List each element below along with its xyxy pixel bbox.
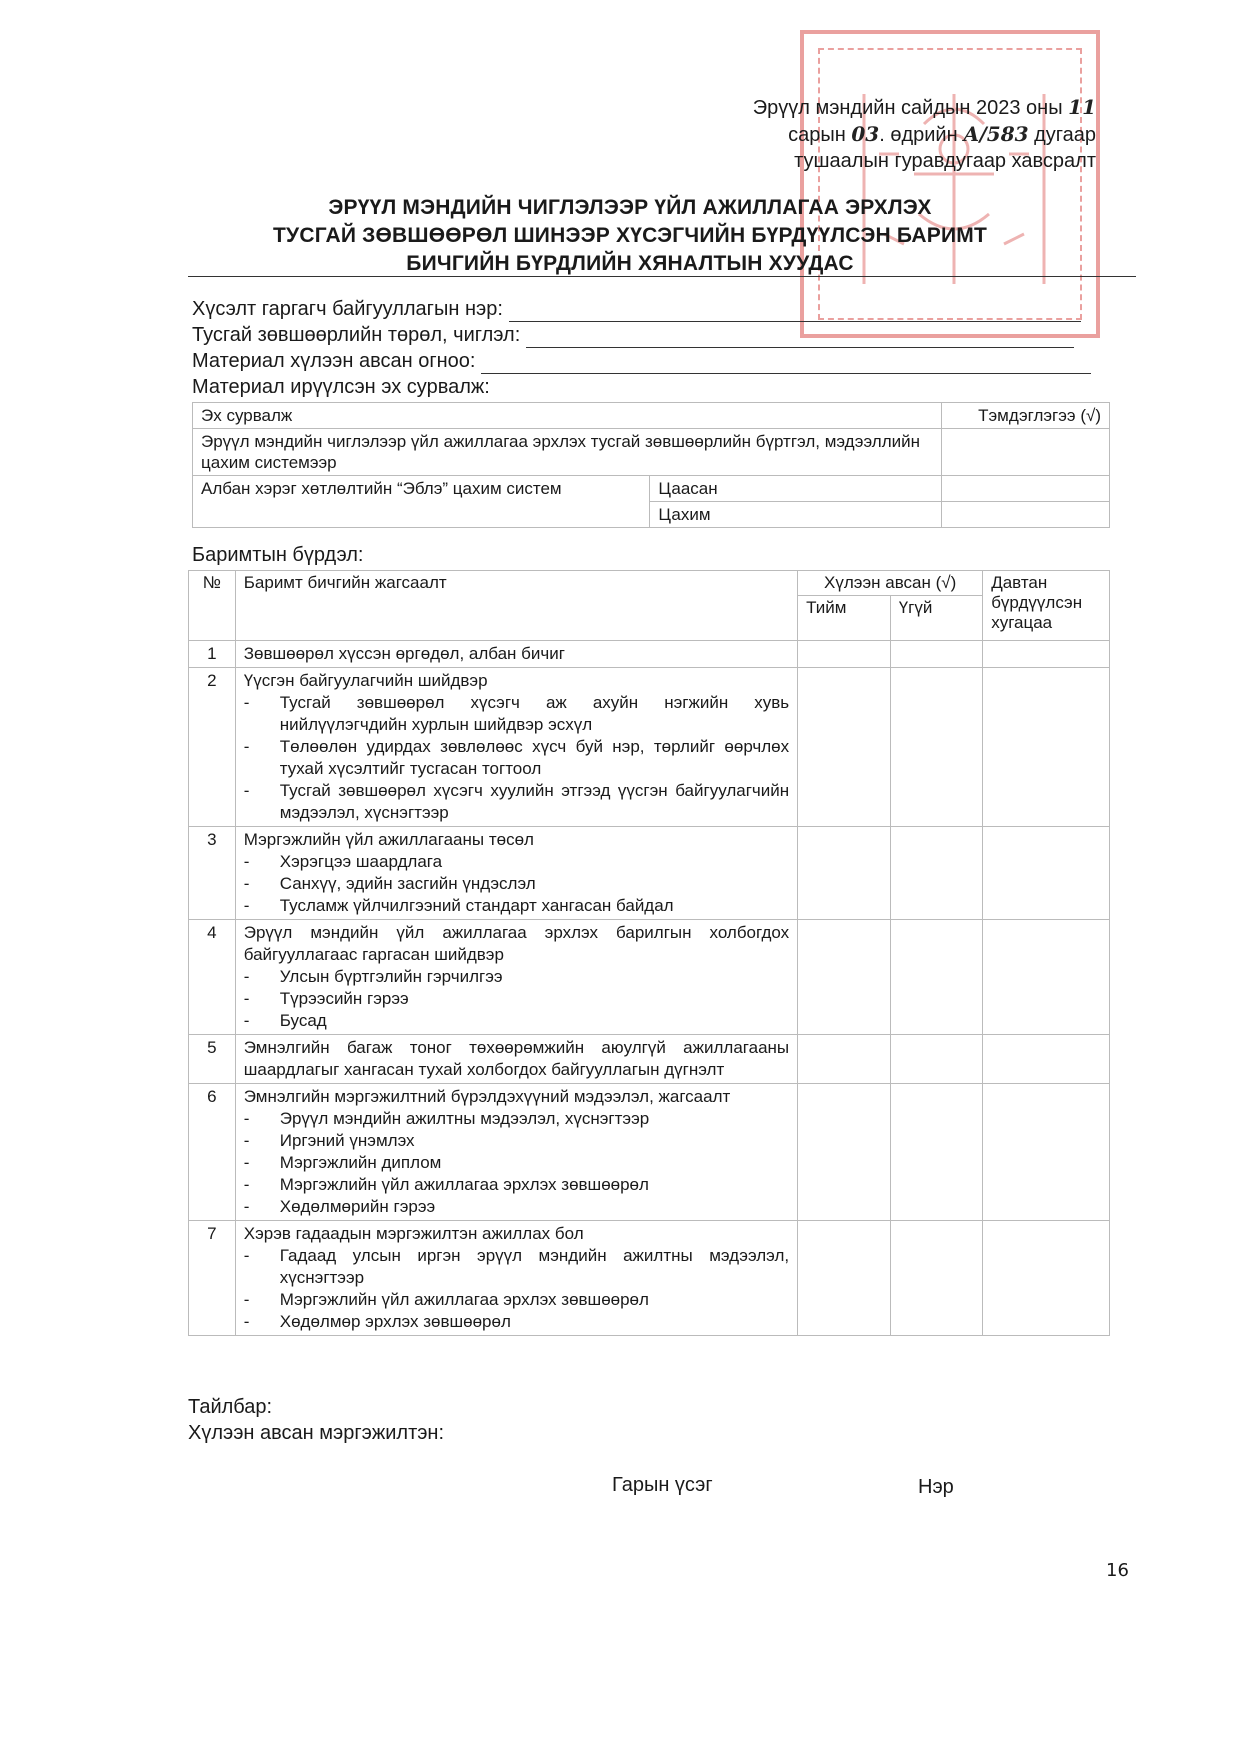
table-row (189, 1035, 1110, 1084)
list-item: - Мэргэжлийн үйл ажиллагаа эрхлэх зөвшөөрөл (244, 1174, 789, 1196)
repeat-date-cell[interactable] (983, 1221, 1110, 1336)
col-received: Хүлээн авсан (√) (798, 571, 983, 596)
source-paper-option: Цаасан (650, 476, 942, 502)
footer-note-label: Тайлбар: (188, 1396, 273, 1418)
title-divider (188, 276, 1136, 277)
row-subitems (244, 966, 789, 1032)
source-header: Эх сурвалж (193, 403, 942, 429)
source-paper-checkbox[interactable] (942, 476, 1110, 502)
org-name-label: Хүсэлт гаргагч байгууллагын нэр: (192, 298, 503, 320)
no-checkbox[interactable] (890, 1035, 982, 1084)
annex-day-label: . өдрийн (879, 124, 958, 146)
received-date-field (192, 348, 1091, 374)
list-item: - Улсын бүртгэлийн гэрчилгээ (244, 966, 789, 988)
list-item: - Мэргэжлийн үйл ажиллагаа эрхлэх зөвшөөрөл (244, 1289, 789, 1311)
row-number: 3 (189, 827, 236, 920)
table-row (189, 1084, 1110, 1221)
row-number: 1 (189, 641, 236, 668)
receiver-label: Хүлээн авсан мэргэжилтэн: (188, 1422, 445, 1444)
no-checkbox[interactable] (890, 920, 982, 1035)
row-title: Эмнэлгийн багаж тоног төхөөрөмжийн аюулгүй ажиллагааны шаардлагыг хангасан тухай холбогдох байгууллагын дүгнэлт (243, 1038, 790, 1079)
title-line-3: БИЧГИЙН БҮРДЛИЙН ХЯНАЛТЫН ХУУДАС (406, 252, 854, 275)
row-subitems (244, 1245, 789, 1333)
col-repeat-date: Давтан бүрдүүлсэн хугацаа (983, 571, 1110, 641)
page-number: 16 (1106, 1560, 1129, 1581)
received-date-blank[interactable] (481, 353, 1091, 374)
no-checkbox[interactable] (890, 641, 982, 668)
col-yes: Тийм (798, 596, 891, 641)
row-number: 6 (189, 1084, 236, 1221)
yes-checkbox[interactable] (798, 1084, 891, 1221)
row-title: Эмнэлгийн мэргэжилтний бүрэлдэхүүний мэдээлэл, жагсаалт (243, 1087, 731, 1106)
license-type-field (192, 322, 1074, 348)
title-line-1: ЭРҮҮЛ МЭНДИЙН ЧИГЛЭЛЭЭР ҮЙЛ АЖИЛЛАГАА ЭРХЛЭХ (328, 196, 932, 219)
table-row (193, 403, 1110, 429)
documents-table (188, 570, 1110, 1336)
annex-reference (753, 94, 1096, 174)
note-header: Тэмдэглэгээ (√) (942, 403, 1110, 429)
row-description (235, 1221, 797, 1336)
col-no: Үгүй (890, 596, 982, 641)
row-description (235, 668, 797, 827)
repeat-date-cell[interactable] (983, 827, 1110, 920)
list-item: - Хэрэгцээ шаардлага (244, 851, 789, 873)
table-row (189, 1221, 1110, 1336)
row-title: Хэрэв гадаадын мэргэжилтэн ажиллах бол (243, 1224, 584, 1243)
license-type-blank[interactable] (526, 327, 1074, 348)
document-title (190, 194, 1070, 278)
row-description (235, 920, 797, 1035)
table-row (189, 920, 1110, 1035)
annex-month-label: сарын (788, 124, 846, 146)
list-item: - Мэргэжлийн диплом (244, 1152, 789, 1174)
list-item: - Гадаад улсын иргэн эрүүл мэндийн ажилтны мэдээлэл, хүснэгтээр (244, 1245, 789, 1289)
list-item: - Санхүү, эдийн засгийн үндэслэл (244, 873, 789, 895)
repeat-date-cell[interactable] (983, 1084, 1110, 1221)
table-row (193, 476, 1110, 502)
row-title: Эрүүл мэндийн үйл ажиллагаа эрхлэх барилгын холбогдох байгууллагаас гаргасан шийдвэр (243, 923, 790, 964)
list-item: - Төлөөлөн удирдах зөвлөлөөс хүсч буй нэр, төрлийг өөрчлөх тухай хүсэлтийг тусгасан тогтоол (244, 736, 789, 780)
row-number: 2 (189, 668, 236, 827)
official-stamp (800, 30, 1100, 338)
no-checkbox[interactable] (890, 1084, 982, 1221)
row-title: Үүсгэн байгуулагчийн шийдвэр (243, 671, 488, 690)
source-digital-checkbox[interactable] (942, 502, 1110, 528)
row-subitems (244, 1108, 789, 1218)
source-field (192, 374, 490, 400)
yes-checkbox[interactable] (798, 668, 891, 827)
table-row (189, 827, 1110, 920)
repeat-date-cell[interactable] (983, 920, 1110, 1035)
name-label: Нэр (918, 1476, 954, 1498)
list-item: - Тусламж үйлчилгээний стандарт хангасан байдал (244, 895, 789, 917)
repeat-date-cell[interactable] (983, 1035, 1110, 1084)
handwritten-day: 03 (851, 122, 880, 146)
list-item: - Хөдөлмөрийн гэрээ (244, 1196, 789, 1218)
list-item: - Хөдөлмөр эрхлэх зөвшөөрөл (244, 1311, 789, 1333)
received-date-label: Материал хүлээн авсан огноо: (192, 350, 476, 372)
source-eble-system: Албан хэрэг хөтлөлтийн “Эблэ” цахим систем (193, 476, 650, 528)
source-label: Материал ирүүлсэн эх сурвалж: (192, 376, 490, 398)
row-description (235, 1084, 797, 1221)
row-subitems (244, 692, 789, 824)
source-table (192, 402, 1110, 528)
row-number: 7 (189, 1221, 236, 1336)
signature-label: Гарын үсэг (612, 1474, 713, 1496)
row-number: 4 (189, 920, 236, 1035)
row-subitems (244, 851, 789, 917)
col-description: Баримт бичгийн жагсаалт (235, 571, 797, 641)
yes-checkbox[interactable] (798, 920, 891, 1035)
table-header-row (189, 571, 1110, 596)
row-title: Мэргэжлийн үйл ажиллагааны төсөл (243, 830, 534, 849)
table-row (189, 668, 1110, 827)
col-number: № (189, 571, 236, 641)
documents-table-body (189, 641, 1110, 1336)
no-checkbox[interactable] (890, 827, 982, 920)
title-line-2: ТУСГАЙ ЗӨВШӨӨРӨЛ ШИНЭЭР ХҮСЭГЧИЙН БҮРДҮҮЛСЭН БАРИМТ (273, 224, 987, 247)
table-row (193, 429, 1110, 476)
row-description (235, 1035, 797, 1084)
row-number: 5 (189, 1035, 236, 1084)
annex-line-3: тушаалын гуравдугаар хавсралт (794, 150, 1096, 172)
annex-line-1: Эрүүл мэндийн сайдын 2023 оны (752, 97, 1063, 119)
org-name-blank[interactable] (509, 301, 1081, 322)
table-row (189, 641, 1110, 668)
row-title: Зөвшөөрөл хүссэн өргөдөл, албан бичиг (243, 644, 565, 663)
annex-number-label: дугаар (1034, 124, 1096, 146)
list-item: - Тусгай зөвшөөрөл хүсэгч хуулийн этгээд үүсгэн байгуулагчийн мэдээлэл, хүснэгтээр (244, 780, 789, 824)
list-item: - Бусад (244, 1010, 789, 1032)
source-digital-option: Цахим (650, 502, 942, 528)
list-item: - Иргэний үнэмлэх (244, 1130, 789, 1152)
yes-checkbox[interactable] (798, 641, 891, 668)
handwritten-order-number: А/583 (963, 122, 1029, 146)
no-checkbox[interactable] (890, 1221, 982, 1336)
repeat-date-cell[interactable] (983, 641, 1110, 668)
list-item: - Тусгай зөвшөөрөл хүсэгч аж ахуйн нэгжийн хувь нийлүүлэгчдийн хурлын шийдвэр эсхүл (244, 692, 789, 736)
row-description (235, 827, 797, 920)
docs-section-label: Баримтын бүрдэл: (192, 544, 364, 566)
handwritten-month: 11 (1068, 95, 1096, 119)
source-electronic-checkbox[interactable] (942, 429, 1110, 476)
repeat-date-cell[interactable] (983, 668, 1110, 827)
source-electronic-system: Эрүүл мэндийн чиглэлээр үйл ажиллагаа эрхлэх тусгай зөвшөөрлийн бүртгэл, мэдээллийн цахим системээр (193, 429, 942, 476)
yes-checkbox[interactable] (798, 827, 891, 920)
org-name-field (192, 296, 1081, 322)
list-item: - Эрүүл мэндийн ажилтны мэдээлэл, хүснэгтээр (244, 1108, 789, 1130)
row-description (235, 641, 797, 668)
no-checkbox[interactable] (890, 668, 982, 827)
list-item: - Түрээсийн гэрээ (244, 988, 789, 1010)
license-type-label: Тусгай зөвшөөрлийн төрөл, чиглэл: (192, 324, 521, 346)
yes-checkbox[interactable] (798, 1035, 891, 1084)
yes-checkbox[interactable] (798, 1221, 891, 1336)
